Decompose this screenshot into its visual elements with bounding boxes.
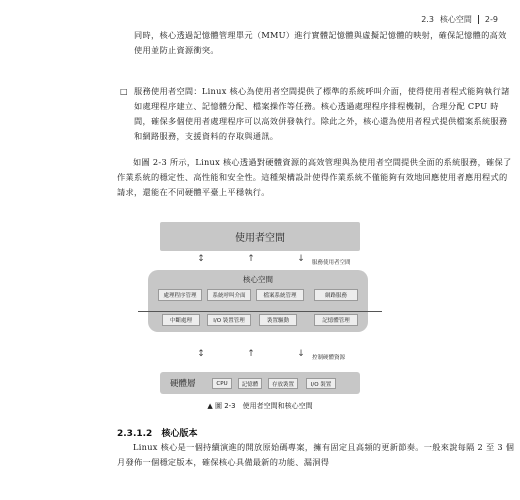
header-page-number: 2-9 <box>484 15 498 24</box>
hardware-io-device: I/O 裝置 <box>306 378 336 389</box>
section-heading <box>117 426 197 439</box>
hardware-layer-title: 硬體層 <box>170 379 196 389</box>
section-number: 2.3.1.2 <box>117 429 153 439</box>
bullet-square: □ <box>120 87 128 96</box>
kernel-syscall-interface: 系統呼叫介面 <box>207 289 251 301</box>
hardware-cpu: CPU <box>212 378 232 389</box>
kernel-space-box <box>148 270 368 332</box>
kernel-device-driver: 裝置驅動 <box>259 314 297 326</box>
kernel-process-management: 處理程序管理 <box>158 289 202 301</box>
arrow-up-1: ↑ <box>247 254 255 264</box>
hardware-layer-box <box>160 372 360 394</box>
paragraph-mmu: 同時，核心透過記憶體管理單元（MMU）進行實體記憶體與虛擬記憶體的映射，確保記憶體的高效使用並防止資源衝突。 <box>134 30 507 55</box>
header-section-title: 核心空間 <box>439 15 472 24</box>
arrow-updown-1: ↕ <box>197 254 205 264</box>
arrow-up-2: ↑ <box>247 349 255 359</box>
header-divider <box>478 15 479 24</box>
kernel-space-title: 核心空間 <box>243 275 273 284</box>
figure-caption: ▲ 圖 2-3 使用者空間和核心空間 <box>207 402 313 410</box>
hardware-memory: 記憶體 <box>238 378 262 389</box>
hardware-storage: 存放裝置 <box>268 378 298 389</box>
user-space-box: 使用者空間 <box>160 222 360 251</box>
arrow-updown-2: ↕ <box>197 349 205 359</box>
label-service-user-space: 服務使用者空間 <box>312 260 351 266</box>
kernel-io-device-management: I/O 裝置管理 <box>207 314 251 326</box>
section-title: 核心版本 <box>161 429 198 439</box>
kernel-network-service: 網路服務 <box>314 289 358 301</box>
paragraph-service-user-space: 服務使用者空間：Linux 核心為使用者空間提供了標準的系統呼叫介面，使得使用者程式能夠執行諸如處理程序建立、記憶體分配、檔案操作等任務。核心透過處理程序排程機制，合理分配 CPU 時間，確保多個使用者處理程序可以高效併發執行。除此之外，核心還為使用者程式提供檔案系統服務和網路服務，支援資料的存取與通訊。 <box>134 86 510 141</box>
kernel-interrupt-handling: 中斷處理 <box>162 314 200 326</box>
kernel-filesystem-management: 檔案系統管理 <box>256 289 304 301</box>
kernel-memory-management: 記憶體管理 <box>314 314 358 326</box>
divider-line <box>138 311 382 312</box>
header-section-number: 2.3 <box>421 15 434 24</box>
label-control-hardware: 控制硬體資源 <box>312 355 346 361</box>
paragraph-kernel-version: Linux 核心是一個持續演進的開放原始碼專案，擁有固定且高頻的更新節奏。一般來說每隔 2 至 3 個月發佈一個穩定版本，確保核心具備最新的功能、漏洞得 <box>117 442 515 467</box>
paragraph-figure-intro: 如圖 2-3 所示，Linux 核心透過對硬體資源的高效管理與為使用者空間提供全面的系統服務，確保了作業系統的穩定性、高性能和安全性。這種架構設計使得作業系統不僅能夠有效地回應使用者應用程式的請求，還能在不同硬體平臺上平穩執行。 <box>117 157 512 197</box>
page-header <box>421 14 498 25</box>
arrow-down-2: ↓ <box>297 349 305 359</box>
arrow-down-1: ↓ <box>297 254 305 264</box>
figure-kernel-diagram <box>135 218 385 413</box>
